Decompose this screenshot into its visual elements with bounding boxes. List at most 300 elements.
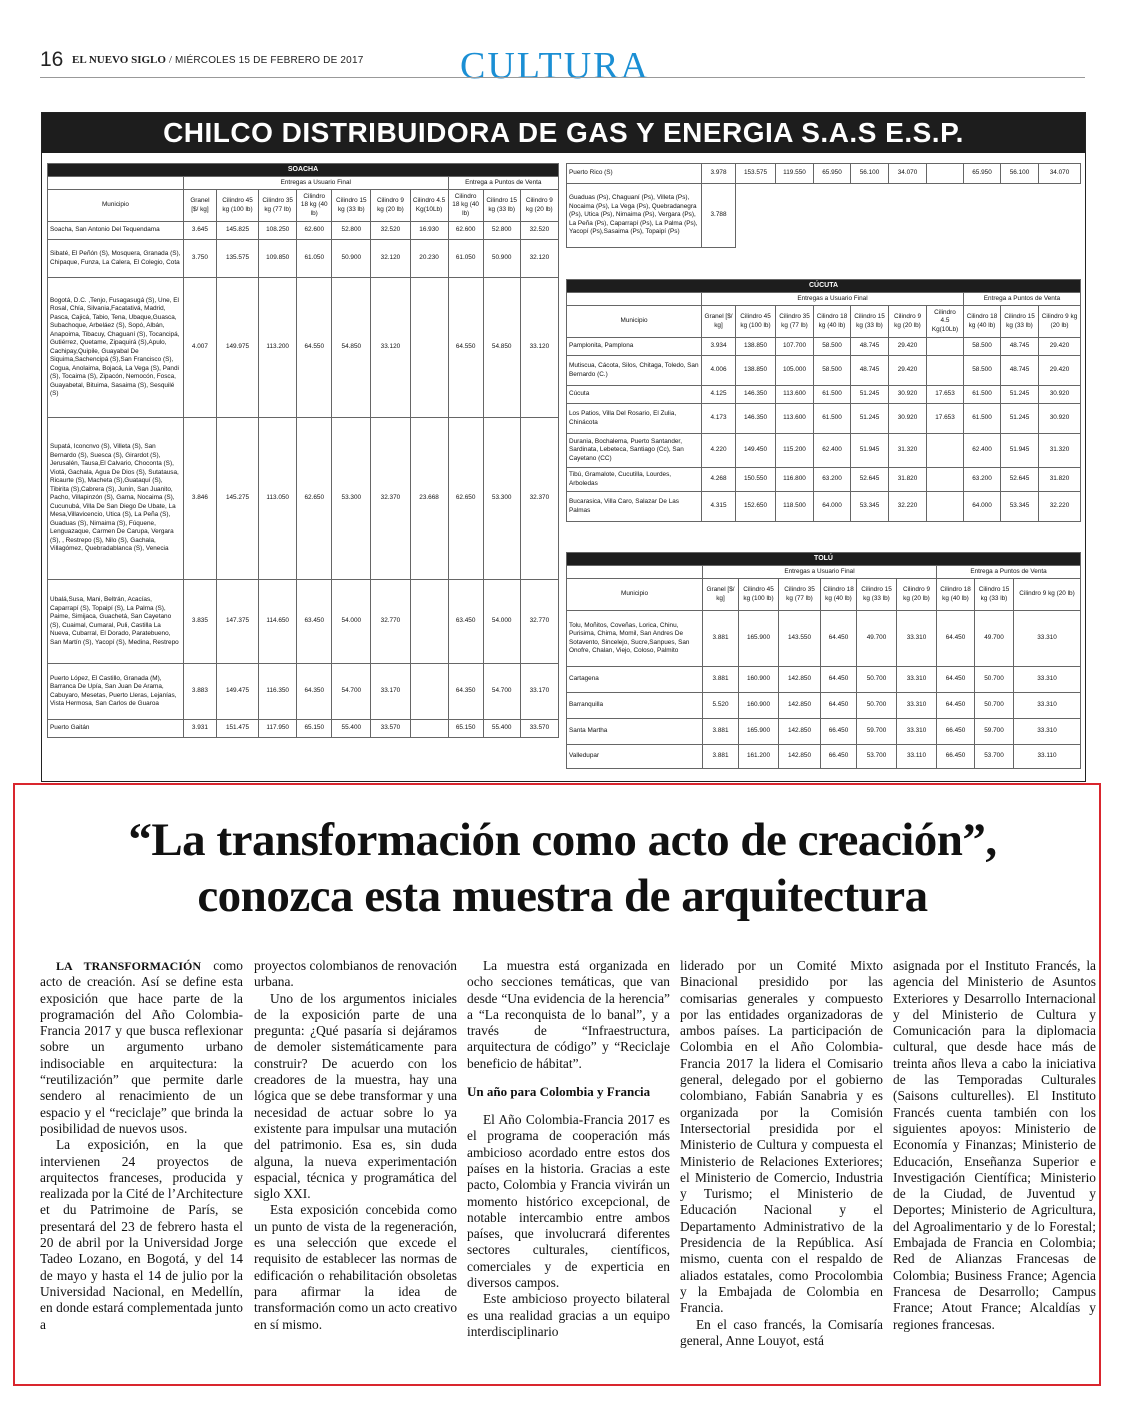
price-cell: 54.700 — [483, 664, 520, 720]
price-cell: 4.315 — [702, 492, 736, 522]
table-title: TOLÚ — [567, 553, 1081, 566]
price-cell: 32.120 — [371, 240, 410, 278]
group-header-final: Entregas a Usuario Final — [702, 293, 964, 306]
paper-name: EL NUEVO SIGLO — [72, 54, 166, 66]
price-cell: 135.575 — [216, 240, 258, 278]
price-cell: 29.420 — [889, 356, 927, 386]
price-cell: 20.230 — [410, 240, 448, 278]
price-cell: 150.550 — [736, 468, 776, 492]
price-cell: 64.000 — [814, 492, 851, 522]
price-cell: 33.110 — [897, 745, 937, 769]
price-cell — [927, 434, 964, 468]
price-cell: 3.750 — [183, 240, 216, 278]
column-header: Cilindro 35 kg (77 lb) — [779, 579, 821, 611]
table-row — [48, 278, 559, 418]
price-cell: 33.120 — [520, 278, 558, 418]
municipality-cell: Durania, Bochalema, Puerto Santander, Sardinata, Lebeteca, Santiago (Cc), San Cayetano (CC) — [567, 434, 702, 468]
price-cell: 32.220 — [1039, 492, 1081, 522]
ad-banner: CHILCO DISTRIBUIDORA DE GAS Y ENERGIA S.A.S E.S.P. — [42, 113, 1085, 153]
price-cell: 32.370 — [520, 418, 558, 580]
price-cell: 33.170 — [371, 664, 410, 720]
price-cell — [410, 580, 448, 664]
table-row: Puerto Rico (S) 3.978 153.575 119.550 65.950 56.100 34.070 65.950 56.100 34.070 — [567, 164, 1081, 184]
tolu-price-table — [566, 552, 1081, 769]
price-cell: 64.350 — [448, 664, 483, 720]
table-row — [567, 434, 1081, 468]
price-cell: 29.420 — [889, 338, 927, 356]
price-cell: 48.745 — [851, 356, 889, 386]
price-cell: 118.500 — [776, 492, 814, 522]
price-cell: 66.450 — [937, 745, 975, 769]
price-cell: 33.310 — [897, 667, 937, 693]
table-title: SOACHA — [48, 164, 559, 177]
price-cell: 143.550 — [779, 611, 821, 667]
soacha-price-table — [47, 163, 559, 738]
price-cell: 151.475 — [216, 720, 258, 738]
price-cell: 53.700 — [857, 745, 897, 769]
municipality-cell: Puerto Gaitán — [48, 720, 184, 738]
price-cell: 64.350 — [297, 664, 332, 720]
price-cell: 52.645 — [1001, 468, 1039, 492]
price-cell: 142.850 — [779, 667, 821, 693]
paragraph: El Año Colombia-Francia 2017 es el programa de cooperación más ambicioso acordado entre estos dos países en la historia. Gracias a este pacto, Colombia y Francia vivirán un momento histórico excepcional, de notable intercambio entre ambos países, que involucrará diferentes sectores culturales, científicos, comerciales y de experticia en diversos campos. — [467, 1112, 670, 1291]
price-cell: 109.850 — [259, 240, 297, 278]
masthead — [72, 54, 363, 66]
paragraph: liderado por un Comité Mixto Binacional presidido por las comisarias generales y compuesto por las entidades organizadoras de ambos países. La participación de Colombia en el Año Colombia-Francia 2017 la lidera el Comisario general, delegado por el gobierno colombiano, Fabián Sanabria y es organizada por la Comisión Intersectorial presidida por el Ministerio de Cultura y compuesta el Ministerio de Relaciones Exteriores; el Ministerio de Comercio, Industria y Turismo; el Ministerio de Educación Nacional y el Departamento Administrativo de la Presidencia de la República. Así mismo, cuenta con el respaldo de aliados estatales, como Procolombia y la Embajada de Colombia en Francia. — [680, 958, 883, 1316]
column-header: Municipio — [567, 579, 703, 611]
column-header: Cilindro 35 kg (77 lb) — [259, 190, 297, 222]
column-header: Granel [$/ kg] — [183, 190, 216, 222]
price-cell: 64.450 — [821, 611, 857, 667]
price-cell: 62.400 — [964, 434, 1001, 468]
price-cell: 4.173 — [702, 404, 736, 434]
price-cell: 63.200 — [814, 468, 851, 492]
price-cell: 66.450 — [821, 745, 857, 769]
price-cell: 32.370 — [371, 418, 410, 580]
price-cell: 61.050 — [448, 240, 483, 278]
page-number: 16 — [40, 48, 64, 71]
price-cell: 58.500 — [814, 356, 851, 386]
price-cell: 17.653 — [927, 404, 964, 434]
column-header-row — [48, 190, 559, 222]
price-cell: 161.200 — [739, 745, 779, 769]
price-cell: 160.900 — [739, 667, 779, 693]
price-cell: 51.245 — [1001, 404, 1039, 434]
column-header: Cilindro 15 kg (33 lb) — [851, 306, 889, 338]
price-cell: 54.850 — [483, 278, 520, 418]
price-cell: 165.900 — [739, 719, 779, 745]
price-cell: 3.934 — [702, 338, 736, 356]
price-cell: 149.975 — [216, 278, 258, 418]
table-row — [567, 338, 1081, 356]
table-row — [567, 386, 1081, 404]
price-cell: 33.120 — [371, 278, 410, 418]
price-cell: 53.345 — [851, 492, 889, 522]
article-column-5 — [893, 958, 1096, 1333]
municipality-cell: Puerto López, El Castillo, Granada (M), Barranca De Upía, San Juan De Arama, Cabuyaro, Mesetas, Puerto Lleras, Lejanías, Vista Hermosa, San Carlos de Guaroa — [48, 664, 184, 720]
column-header: Cilindro 18 kg (40 lb) — [814, 306, 851, 338]
column-header: Cilindro 9 kg (20 lb) — [371, 190, 410, 222]
price-cell: 52.800 — [332, 222, 371, 240]
column-header: Cilindro 18 kg (40 lb) — [937, 579, 975, 611]
price-cell: 3.881 — [703, 719, 739, 745]
price-cell: 29.420 — [1039, 338, 1081, 356]
municipality-cell: Cartagena — [567, 667, 703, 693]
table-row — [567, 492, 1081, 522]
price-cell: 48.745 — [1001, 356, 1039, 386]
price-cell: 66.450 — [937, 719, 975, 745]
price-cell: 108.250 — [259, 222, 297, 240]
column-header: Cilindro 45 kg (100 lb) — [736, 306, 776, 338]
price-cell: 58.500 — [964, 356, 1001, 386]
table-row — [48, 664, 559, 720]
price-cell: 138.850 — [736, 338, 776, 356]
table-row: Guaduas (Ps), Chaguaní (Ps), Villeta (Ps), Nocaima (Ps), La Vega (Ps), Quebradanegra (Ps), Utica (Ps), Nimaima (Ps), Vergara (Ps), La Peña (Ps), Caparrapí (Ps), La Palma (Ps), Yacopí (Ps),Sasaima (Ps), Topaipí (Ps) 3.788 — [567, 184, 1081, 248]
municipality-cell: Supatá, Iconcnvo (S), Villeta (S), San Bernardo (S), Suesca (S), Girardot (S), Jerusalén, Tausa,El Calvario, Choconta (S), Viotá, Gachala, Agua De Dios (S), Sutatausa, Ricaurte (S), Macheta (S),Guataquí (S), Tibirita (S),Cabrera (S), Junín, San Juanito, Pacho, Villapinzón (S), Gama, Nocaima (S), Cucunubá, Villa De San Diego De Ubate, La Mesa,Villavicencio, Utica (S), La Peña (S), Guaduas (S), Nimaima (S), Fúquene, Lenguazaque, Carmen De Carupa, Vergara (S), , Restrepo (S), Nilo (S), Gachala, Villagómez, Quebradablanca (S), Venecia — [48, 418, 184, 580]
price-cell: 63.450 — [297, 580, 332, 664]
price-cell: 30.920 — [889, 404, 927, 434]
price-cell: 4.006 — [702, 356, 736, 386]
price-cell: 51.245 — [1001, 386, 1039, 404]
price-cell: 62.600 — [297, 222, 332, 240]
table-row — [567, 667, 1081, 693]
table-title: CÚCUTA — [567, 280, 1081, 293]
column-header-row — [567, 579, 1081, 611]
price-cell: 4.268 — [702, 468, 736, 492]
price-cell: 149.450 — [736, 434, 776, 468]
price-cell: 160.900 — [739, 693, 779, 719]
price-cell — [927, 468, 964, 492]
price-cell: 65.150 — [448, 720, 483, 738]
issue-date: MIÉRCOLES 15 DE FEBRERO DE 2017 — [174, 55, 364, 66]
price-cell: 30.920 — [1039, 404, 1081, 434]
price-cell: 62.650 — [297, 418, 332, 580]
price-cell: 31.820 — [889, 468, 927, 492]
group-header-points: Entrega a Puntos de Venta — [937, 566, 1081, 579]
lead-in: LA TRANSFORMACIÓN — [56, 959, 202, 973]
price-cell: 64.450 — [821, 693, 857, 719]
price-cell: 53.700 — [975, 745, 1014, 769]
paragraph: como acto de creación. Así se define esta exposición que hace parte de la programación del Año Colombia-Francia 2017 y que busca reflexionar sobre un argumento urbano indisociable en arquitectura: la “reutilización” que permite darle sendero al renacimiento de un espacio y el “reciclaje” que brinda la posibilidad de nuevos usos. — [40, 958, 243, 1136]
column-header: Cilindro 15 kg (33 lb) — [857, 579, 897, 611]
price-cell: 63.450 — [448, 580, 483, 664]
column-header: Cilindro 9 kg (20 lb) — [1014, 579, 1081, 611]
price-cell: 54.000 — [332, 580, 371, 664]
price-cell: 3.881 — [703, 611, 739, 667]
paragraph: asignada por el Instituto Francés, la agencia del Ministerio de Asuntos Exteriores y Desarrollo Internacional y del Ministerio de Cultura y Comunicación para la diplomacia cultural, que desde hace más de treinta años lleva a cabo la iniciativa de las Temporadas Culturales (Saisons culturelles). El Instituto Francés cuenta también con los siguientes apoyos: Ministerio de Economía y Finanzas; Ministerio de Educación, Enseñanza Superior e Investigación Científica; Ministerio de la Ciudad, de Juventud y Deportes; Ministerio de Agricultura, del Agroalimentario y de lo Forestal; Embajada de Francia en Colombia; Red de Alianzas Francesas de Colombia; Business France; Agencia Francesa de Desarrollo; Campus France; Atout France; Alcaldías y regiones francesas. — [893, 958, 1096, 1332]
table-row — [567, 404, 1081, 434]
price-cell: 62.400 — [814, 434, 851, 468]
paragraph: Este ambicioso proyecto bilateral es una realidad gracias a un equipo interdisciplinario — [467, 1291, 670, 1339]
price-cell — [927, 338, 964, 356]
price-cell: 145.275 — [216, 418, 258, 580]
price-cell: 16.930 — [410, 222, 448, 240]
table-row — [48, 240, 559, 278]
price-cell: 49.700 — [975, 611, 1014, 667]
price-cell: 51.945 — [1001, 434, 1039, 468]
masthead-separator: / — [168, 54, 172, 66]
column-header: Cilindro 15 kg (33 lb) — [975, 579, 1014, 611]
table-row — [48, 720, 559, 738]
group-header-final: Entregas a Usuario Final — [183, 177, 448, 190]
municipality-cell: Santa Martha — [567, 719, 703, 745]
price-cell: 31.320 — [889, 434, 927, 468]
upper-right-price-table — [566, 163, 1081, 248]
price-cell: 62.600 — [448, 222, 483, 240]
column-header: Cilindro 45 kg (100 lb) — [739, 579, 779, 611]
price-cell: 17.653 — [927, 386, 964, 404]
price-cell: 3.883 — [183, 664, 216, 720]
column-header: Cilindro 9 kg (20 lb) — [520, 190, 558, 222]
price-cell: 50.700 — [857, 667, 897, 693]
price-cell: 3.846 — [183, 418, 216, 580]
price-cell: 33.310 — [897, 719, 937, 745]
price-cell: 138.850 — [736, 356, 776, 386]
price-cell: 33.310 — [1014, 667, 1081, 693]
price-cell: 64.450 — [937, 611, 975, 667]
column-header-row — [567, 306, 1081, 338]
price-cell: 33.570 — [371, 720, 410, 738]
price-cell: 107.700 — [776, 338, 814, 356]
price-cell: 55.400 — [483, 720, 520, 738]
municipality-cell: Tolu, Moñitos, Coveñas, Lorica, Chinu, Purisima, Chima, Momil, San Andres De Sotavento, Sincelejo, Sucre,Sanpues, San Onofre, Chalan, Viejo, Coloso, Palmito — [567, 611, 703, 667]
group-header-final: Entregas a Usuario Final — [703, 566, 937, 579]
price-cell: 50.900 — [332, 240, 371, 278]
price-cell: 54.850 — [332, 278, 371, 418]
price-cell: 64.450 — [821, 667, 857, 693]
municipality-cell: Pamplonita, Pamplona — [567, 338, 702, 356]
column-header: Municipio — [567, 306, 702, 338]
price-cell: 53.300 — [483, 418, 520, 580]
price-cell: 64.450 — [937, 667, 975, 693]
price-cell: 50.700 — [857, 693, 897, 719]
price-cell: 32.120 — [520, 240, 558, 278]
price-cell: 113.600 — [776, 404, 814, 434]
price-cell: 62.650 — [448, 418, 483, 580]
price-cell: 113.200 — [259, 278, 297, 418]
price-cell: 54.700 — [332, 664, 371, 720]
price-cell — [410, 720, 448, 738]
municipality-cell: Bogotá, D.C. ,Tenjo, Fusagasugá (S), Une, El Rosal, Chía, Silvania,Facatativá, Madrid, Pasca, Cajicá, Tabio, Tena, Ubaque,Guasca, Subachoque, Arbeláez (S), Sopó, Albán, Anapoima, Tibacuy, Chaguaní (S), Tocancipá, Gutiérrez, Quetame, Zipaquirá (S),Apulo, Cachipay,Quipile, Guayabal De Siquima,Sachencipá (S),San Francisco (S), Cogua, Anolaima, Bojacá, La Vega (S), Pandi (S), Tocaima (S), Zipacón, Nemocón, Fosca, Guayabetal, Bituima, Sasaima (S), Sesquilé (S) — [48, 278, 184, 418]
price-cell: 33.110 — [1014, 745, 1081, 769]
price-cell: 52.645 — [851, 468, 889, 492]
column-header: Cilindro 9 kg (20 lb) — [897, 579, 937, 611]
price-cell: 29.420 — [1039, 356, 1081, 386]
price-cell: 165.900 — [739, 611, 779, 667]
price-cell: 66.450 — [821, 719, 857, 745]
price-cell: 5.520 — [703, 693, 739, 719]
price-cell: 30.920 — [1039, 386, 1081, 404]
price-cell: 32.770 — [520, 580, 558, 664]
price-cell: 145.825 — [216, 222, 258, 240]
price-cell — [927, 356, 964, 386]
municipality-cell: Barranquilla — [567, 693, 703, 719]
price-cell: 33.310 — [897, 611, 937, 667]
column-header: Cilindro 9 kg (20 lb) — [1039, 306, 1081, 338]
price-cell: 65.150 — [297, 720, 332, 738]
price-cell: 61.500 — [814, 386, 851, 404]
price-cell: 50.900 — [483, 240, 520, 278]
price-cell: 55.400 — [332, 720, 371, 738]
paragraph: Esta exposición concebida como un punto de vista de la regeneración, es una selección que excede el requisito de establecer las normas de edificación o rehabilitación obsoletas para afirmar la idea de transformación como un acto creativo en sí mismo. — [254, 1202, 458, 1332]
price-cell: 50.700 — [975, 667, 1014, 693]
price-cell: 30.920 — [889, 386, 927, 404]
price-cell: 61.050 — [297, 240, 332, 278]
price-cell: 147.375 — [216, 580, 258, 664]
price-cell: 48.745 — [851, 338, 889, 356]
price-cell: 33.310 — [1014, 719, 1081, 745]
cucuta-price-table — [566, 279, 1081, 522]
column-header: Cilindro 45 kg (100 lb) — [216, 190, 258, 222]
price-cell: 31.320 — [1039, 434, 1081, 468]
article-headline — [20, 812, 1105, 924]
price-cell: 54.000 — [483, 580, 520, 664]
price-cell — [410, 664, 448, 720]
price-cell: 146.350 — [736, 386, 776, 404]
municipality-cell: Mutiscua, Cácota, Silos, Chitaga, Toledo, San Bernardo (C.) — [567, 356, 702, 386]
price-cell: 58.500 — [814, 338, 851, 356]
price-cell: 142.850 — [779, 745, 821, 769]
price-cell: 32.220 — [889, 492, 927, 522]
price-cell: 51.245 — [851, 404, 889, 434]
municipality-cell: Soacha, San Antonio Del Tequendama — [48, 222, 184, 240]
price-cell: 48.745 — [1001, 338, 1039, 356]
price-cell: 114.650 — [259, 580, 297, 664]
column-header: Cilindro 15 kg (33 lb) — [483, 190, 520, 222]
price-cell: 116.800 — [776, 468, 814, 492]
table-row — [567, 719, 1081, 745]
price-cell: 33.310 — [897, 693, 937, 719]
price-cell: 61.500 — [964, 404, 1001, 434]
paragraph: La exposición, en la que intervienen 24 proyectos de arquitectos franceses, producida y realizada por la Cité de l’Architecture et du Patrimoine de París, se presentará del 23 de febrero hasta el 20 de abril por la Universidad Jorge Tadeo Lozano, en Bogotá, y del 14 de mayo y hasta el 14 de julio por la Universidad Nacional, en Medellín, en donde estará complementada junto a — [40, 1137, 243, 1332]
price-cell: 142.850 — [779, 719, 821, 745]
paragraph: La muestra está organizada en ocho secciones temáticas, que van desde “Una evidencia de la herencia” a “La reconquista de lo banal”, y a través de “Infraestructura, arquitectura de código” y “Reciclaje beneficio de hábitat”. — [467, 958, 670, 1071]
price-cell: 4.220 — [702, 434, 736, 468]
price-cell: 33.310 — [1014, 693, 1081, 719]
price-cell: 31.820 — [1039, 468, 1081, 492]
header-rule — [40, 77, 1085, 78]
price-cell: 33.170 — [520, 664, 558, 720]
table-row — [48, 580, 559, 664]
subheading: Un año para Colombia y Francia — [467, 1084, 651, 1100]
column-header: Granel [$/ kg] — [702, 306, 736, 338]
price-cell: 33.570 — [520, 720, 558, 738]
paragraph: En el caso francés, la Comisaría general, Anne Louyot, está — [680, 1316, 883, 1348]
price-cell: 53.345 — [1001, 492, 1039, 522]
table-row — [567, 693, 1081, 719]
price-cell: 33.310 — [1014, 611, 1081, 667]
column-header: Municipio — [48, 190, 184, 222]
price-cell: 32.520 — [371, 222, 410, 240]
price-cell: 64.000 — [964, 492, 1001, 522]
price-cell: 59.700 — [975, 719, 1014, 745]
article-column-2 — [254, 958, 457, 1333]
price-cell: 117.950 — [259, 720, 297, 738]
price-cell — [927, 492, 964, 522]
article-column-4 — [680, 958, 883, 1349]
price-cell: 152.650 — [736, 492, 776, 522]
table-row — [567, 356, 1081, 386]
table-row — [48, 222, 559, 240]
table-row — [567, 745, 1081, 769]
price-cell: 3.881 — [703, 745, 739, 769]
price-cell: 142.850 — [779, 693, 821, 719]
price-cell: 32.520 — [520, 222, 558, 240]
price-cell: 64.450 — [937, 693, 975, 719]
column-header: Cilindro 15 kg (33 lb) — [1001, 306, 1039, 338]
price-cell: 63.200 — [964, 468, 1001, 492]
column-header: Cilindro 18 kg (40 lb) — [448, 190, 483, 222]
price-cell: 146.350 — [736, 404, 776, 434]
column-header: Cilindro 35 kg (77 lb) — [776, 306, 814, 338]
section-title: CULTURA — [460, 45, 650, 87]
municipality-cell: Sibaté, El Peñón (S), Mosquera, Granada (S), Chipaque, Funza, La Calera, El Colegio, Cota — [48, 240, 184, 278]
paragraph: proyectos colombianos de renovación urbana. — [254, 958, 457, 990]
column-header: Cilindro 18 kg (40 lb) — [964, 306, 1001, 338]
table-row — [567, 468, 1081, 492]
column-header: Cilindro 4.5 Kg(10Lb) — [927, 306, 964, 338]
municipality-cell: Valledupar — [567, 745, 703, 769]
price-cell: 49.700 — [857, 611, 897, 667]
price-cell: 105.000 — [776, 356, 814, 386]
price-cell: 113.050 — [259, 418, 297, 580]
price-cell: 115.200 — [776, 434, 814, 468]
column-header: Granel [$/ kg] — [703, 579, 739, 611]
municipality-cell: Cúcuta — [567, 386, 702, 404]
price-cell: 58.500 — [964, 338, 1001, 356]
paragraph: Uno de los argumentos iniciales de la exposición parte de una pregunta: ¿Qué pasaría si dejáramos de demoler sistemáticamente para construir? De acuerdo con los creadores de la muestra, hay una lógica que se debe transformar y una necesidad de actuar sobre lo ya existente para impulsar una mutación del patrimonio. Esa es, sin duda alguna, la nueva experimentación espacial, técnica y programática del siglo XXI. — [254, 990, 457, 1202]
municipality-cell: Bucarasica, Villa Caro, Salazar De Las Palmas — [567, 492, 702, 522]
price-cell: 64.550 — [297, 278, 332, 418]
column-header: Cilindro 18 kg (40 lb) — [821, 579, 857, 611]
group-header-points: Entrega a Puntos de Venta — [448, 177, 558, 190]
price-cell: 3.645 — [183, 222, 216, 240]
headline-line-1: “La transformación como acto de creación”, — [128, 814, 997, 866]
price-cell: 61.500 — [964, 386, 1001, 404]
price-cell: 3.881 — [703, 667, 739, 693]
price-cell: 4.125 — [702, 386, 736, 404]
price-cell: 149.475 — [216, 664, 258, 720]
price-cell: 52.800 — [483, 222, 520, 240]
price-cell: 113.600 — [776, 386, 814, 404]
price-cell — [410, 278, 448, 418]
price-cell: 50.700 — [975, 693, 1014, 719]
table-row — [567, 611, 1081, 667]
municipality-cell: Tibú, Gramalote, Cucutilla, Lourdes, Arboledas — [567, 468, 702, 492]
municipality-cell: Los Patios, Villa Del Rosario, El Zulia, Chinácota — [567, 404, 702, 434]
column-header: Cilindro 9 kg (20 lb) — [889, 306, 927, 338]
price-cell: 51.945 — [851, 434, 889, 468]
price-cell: 64.550 — [448, 278, 483, 418]
price-cell: 116.350 — [259, 664, 297, 720]
price-cell: 3.931 — [183, 720, 216, 738]
column-header: Cilindro 15 kg (33 lb) — [332, 190, 371, 222]
price-cell: 59.700 — [857, 719, 897, 745]
column-header: Cilindro 18 kg (40 lb) — [297, 190, 332, 222]
article-column-3 — [467, 958, 670, 1340]
group-header-points: Entrega a Puntos de Venta — [964, 293, 1081, 306]
price-cell: 4.007 — [183, 278, 216, 418]
price-cell: 61.500 — [814, 404, 851, 434]
page-header — [40, 44, 1085, 87]
column-header: Cilindro 4.5 Kg(10Lb) — [410, 190, 448, 222]
table-row — [48, 418, 559, 580]
article-column-1 — [40, 958, 243, 1333]
price-cell: 53.300 — [332, 418, 371, 580]
price-cell: 32.770 — [371, 580, 410, 664]
municipality-cell: Ubalá,Susa, Mani, Beltrán, Acacías, Caparrapí (S), Topaipí (S), La Palma (S), Paime, Simijaca, Guachetá, San Cayetano (S), Cuaimal, Cumaral, Puli, Castilla La Nueva, Cubarral, El Dorado, Paratebueno, San Martín (S), Yacopí (S), Medina, Restrepo — [48, 580, 184, 664]
headline-line-2: conozca esta muestra de arquitectura — [197, 870, 928, 922]
